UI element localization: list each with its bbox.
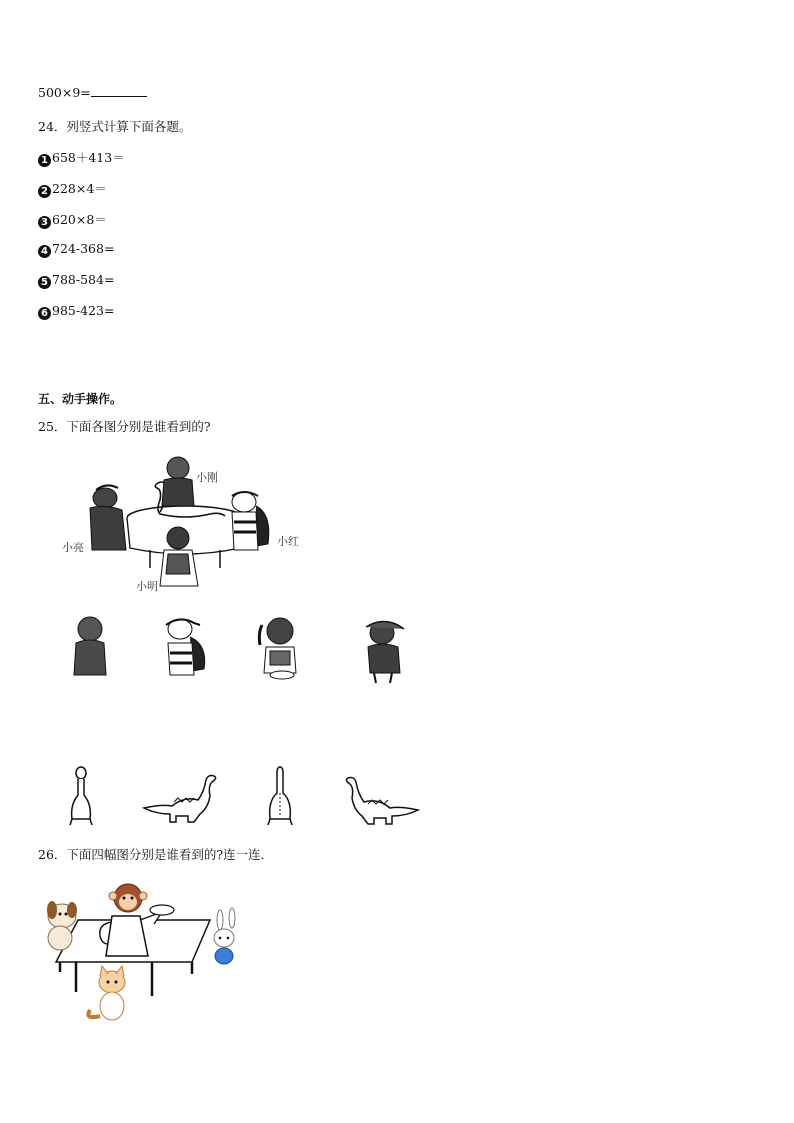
dinosaur-back-view[interactable] [262,765,298,827]
label-xiaogang: 小刚 [196,471,218,484]
item-number-badge: 6 [38,307,51,320]
answer-blank[interactable] [91,84,147,97]
label-xiaoming: 小明 [136,580,158,593]
label-xiaoliang: 小亮 [62,541,84,554]
q26-title: 26．下面四幅图分别是谁看到的?连一连． [38,847,274,862]
prev-question-expr: 500×9= [38,85,91,100]
q24-item-expr: 658＋413＝ [52,150,125,165]
dinosaur-side-view-left[interactable] [342,770,420,826]
q24-item-2 [38,179,107,198]
child-back-view-waving[interactable] [254,615,304,681]
q24-item-1 [38,148,125,167]
q24-item-expr: 985-423= [52,303,115,318]
section-5-title: 五、动手操作。 [38,392,123,406]
q26-scene-illustration [40,880,255,1030]
dinosaur-front-view[interactable] [64,765,100,827]
q24-item-4 [38,241,114,258]
child-side-view-cap[interactable] [160,615,212,677]
q24-item-expr: 788-584= [52,272,115,287]
q24-item-expr: 724-368= [52,241,115,256]
prev-question-line [38,84,147,100]
q24-item-6 [38,303,114,320]
item-number-badge: 1 [38,154,51,167]
q24-item-3 [38,210,107,229]
child-front-view-cap[interactable] [360,615,410,683]
dinosaur-side-view-right[interactable] [142,770,222,826]
item-number-badge: 3 [38,216,51,229]
q25-title: 25．下面各图分别是谁看到的? [38,419,211,434]
q24-item-expr: 620×8＝ [52,212,107,227]
q24-item-5 [38,272,114,289]
q24-item-expr: 228×4＝ [52,181,107,196]
item-number-badge: 2 [38,185,51,198]
item-number-badge: 5 [38,276,51,289]
q24-title: 24．列竖式计算下面各题。 [38,119,192,134]
label-xiaohong: 小红 [277,535,299,548]
item-number-badge: 4 [38,245,51,258]
child-back-view-1[interactable] [72,615,108,677]
q25-scene-illustration [60,450,310,600]
